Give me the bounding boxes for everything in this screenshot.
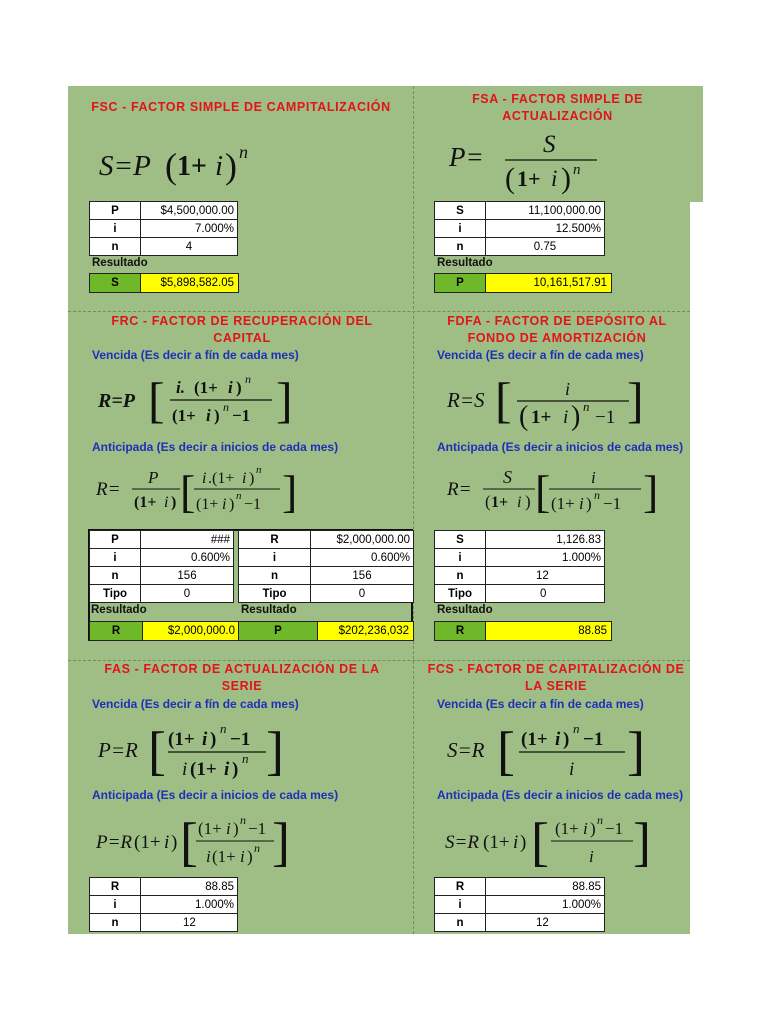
frc-right-result-value[interactable]: $202,236,032: [318, 622, 413, 640]
frc-right-result-label: Resultado: [241, 604, 297, 616]
fcs-value-i[interactable]: 1.000%: [486, 896, 605, 914]
svg-text:]: ]: [282, 466, 298, 517]
svg-text:i: i: [569, 759, 575, 780]
frc-left-label-p: P: [90, 531, 141, 549]
fas-value-n[interactable]: 12: [141, 914, 238, 932]
svg-text:[: [: [148, 372, 165, 428]
svg-text:[: [: [531, 812, 549, 872]
fsc-result-label: Resultado: [92, 257, 148, 269]
svg-text:): ): [225, 146, 237, 186]
fcs-value-r[interactable]: 88.85: [486, 878, 605, 896]
fas-vencida-label: Vencida (Es decir a fín de cada mes): [92, 697, 299, 711]
svg-text:i: i: [579, 494, 584, 513]
svg-text:]: ]: [633, 812, 651, 872]
svg-text:−1: −1: [232, 406, 251, 425]
svg-text:i: i: [202, 470, 207, 487]
fcs-value-n[interactable]: 12: [486, 914, 605, 932]
svg-text:): ): [520, 832, 527, 853]
svg-text:1+: 1+: [517, 166, 541, 191]
svg-text:.(1+: .(1+: [208, 470, 235, 487]
svg-text:[: [: [180, 812, 198, 872]
svg-text:(1+: (1+: [194, 378, 218, 397]
fdfa-table: [434, 530, 605, 603]
svg-text:−1: −1: [595, 407, 616, 428]
frc-left-label-i: i: [90, 549, 141, 567]
fas-title: FAS - FACTOR DE ACTUALIZACIÓN DE LA SERIE: [104, 662, 380, 693]
svg-text:(: (: [165, 146, 177, 186]
svg-text:P=: P=: [449, 142, 484, 172]
svg-text:): ): [229, 496, 235, 513]
svg-text:): ): [233, 819, 239, 838]
svg-text:S: S: [543, 131, 556, 158]
svg-text:(: (: [485, 492, 491, 511]
fdfa-value-s[interactable]: 1,126.83: [486, 531, 605, 549]
svg-text:R=: R=: [447, 479, 472, 500]
frc-left-result-key: R: [90, 622, 143, 640]
svg-text:P=R: P=R: [96, 832, 133, 853]
svg-text:]: ]: [266, 721, 284, 781]
svg-text:i: i: [226, 819, 231, 838]
svg-text:(1+: (1+: [521, 729, 548, 750]
svg-text:): ): [236, 378, 242, 397]
svg-text:]: ]: [276, 372, 293, 428]
frc-vencida-label: Vencida (Es decir a fín de cada mes): [92, 348, 299, 362]
svg-text:i: i: [224, 759, 230, 780]
svg-text:): ): [232, 759, 239, 780]
svg-text:i: i: [202, 729, 208, 750]
svg-text:i: i: [551, 166, 558, 191]
fas-label-n: n: [90, 914, 141, 932]
fsc-formula: [95, 140, 295, 190]
fsc-label-p: P: [90, 202, 141, 220]
fsa-label-s: S: [435, 202, 486, 220]
svg-text:(: (: [505, 162, 515, 195]
svg-text:): ): [171, 832, 178, 853]
fas-table: [89, 877, 238, 932]
svg-text:−1: −1: [230, 729, 251, 750]
svg-text:): ): [563, 729, 570, 750]
svg-text:i.: i.: [176, 378, 185, 397]
svg-text:R=S: R=S: [447, 388, 485, 412]
frc-anticipada-formula: [94, 461, 304, 521]
fsa-value-n[interactable]: 0.75: [486, 238, 605, 256]
svg-text:i: i: [517, 494, 522, 511]
svg-text:R=: R=: [96, 479, 121, 500]
frc-anticipada-label: Anticipada (Es decir a inicios de cada mes): [92, 440, 339, 454]
svg-text:R=P: R=P: [98, 390, 135, 412]
svg-text:−1: −1: [248, 819, 267, 838]
svg-text:): ): [586, 494, 592, 513]
fdfa-value-n[interactable]: 12: [486, 567, 605, 585]
fcs-label-r: R: [435, 878, 486, 896]
fsa-label-i: i: [435, 220, 486, 238]
svg-text:]: ]: [643, 466, 659, 517]
fsa-result-label: Resultado: [437, 257, 493, 269]
fcs-vencida-formula: [445, 719, 655, 783]
fcs-label-n: n: [435, 914, 486, 932]
frc-left-value-i[interactable]: 0.600%: [141, 549, 234, 567]
fsa-formula: [447, 128, 617, 196]
svg-text:n: n: [240, 813, 246, 827]
fdfa-label-s: S: [435, 531, 486, 549]
fsc-result-value[interactable]: $5,898,582.05: [141, 274, 238, 292]
svg-text:i: i: [215, 150, 224, 182]
svg-text:[: [: [535, 466, 551, 517]
fsc-value-n[interactable]: 4: [141, 238, 238, 256]
fas-vencida-formula: [96, 719, 296, 783]
svg-text:i: i: [182, 759, 188, 780]
svg-text:S=R: S=R: [447, 738, 485, 762]
frc-right-label-tipo: Tipo: [239, 585, 311, 603]
fdfa-vencida-label: Vencida (Es decir a fín de cada mes): [437, 348, 644, 362]
svg-text:): ): [214, 406, 220, 425]
svg-text:n: n: [223, 400, 229, 414]
svg-text:(1+: (1+: [483, 832, 510, 853]
svg-text:S=P: S=P: [99, 150, 151, 182]
svg-text:P=R: P=R: [98, 738, 138, 762]
frc-right-value-r[interactable]: $2,000,000.00: [311, 531, 414, 549]
svg-text:i: i: [228, 378, 233, 397]
svg-text:]: ]: [627, 372, 644, 428]
svg-text:−1: −1: [603, 494, 622, 513]
svg-text:(1+: (1+: [212, 847, 236, 866]
svg-text:(1+: (1+: [172, 406, 196, 425]
fsc-label-i: i: [90, 220, 141, 238]
frc-left-result-value[interactable]: $2,000,000.0: [143, 622, 239, 640]
fdfa-label-n: n: [435, 567, 486, 585]
fsa-value-i[interactable]: 12.500%: [486, 220, 605, 238]
svg-text:−1: −1: [244, 496, 262, 513]
svg-text:n: n: [573, 162, 581, 178]
svg-text:i: i: [206, 847, 211, 866]
fas-value-i[interactable]: 1.000%: [141, 896, 238, 914]
fsc-label-n: n: [90, 238, 141, 256]
svg-text:i: i: [240, 847, 245, 866]
svg-text:S: S: [503, 467, 512, 487]
frc-vencida-formula: [96, 371, 296, 431]
svg-text:n: n: [583, 399, 590, 414]
frc-right-label-n: n: [239, 567, 311, 585]
svg-text:(: (: [519, 401, 529, 432]
frc-left-value-tipo[interactable]: 0: [141, 585, 234, 603]
svg-text:i: i: [164, 832, 170, 853]
frc-right-label-r: R: [239, 531, 311, 549]
frc-right-label-i: i: [239, 549, 311, 567]
svg-text:): ): [249, 470, 255, 487]
svg-text:): ): [590, 819, 596, 838]
svg-text:(1+: (1+: [551, 494, 575, 513]
fdfa-result-label: Resultado: [437, 604, 493, 616]
fcs-vencida-label: Vencida (Es decir a fín de cada mes): [437, 697, 644, 711]
frc-right-value-tipo[interactable]: 0: [311, 585, 414, 603]
fcs-table: [434, 877, 605, 932]
svg-text:1+: 1+: [531, 407, 552, 428]
frc-left-result-row: [89, 621, 240, 641]
fsc-value-p[interactable]: $4,500,000.00: [141, 202, 238, 220]
svg-text:1+: 1+: [177, 151, 207, 182]
svg-text:(1+: (1+: [196, 496, 219, 513]
frc-left-result-label: Resultado: [91, 604, 147, 616]
fsa-title: FSA - FACTOR SIMPLE DE ACTUALIZACIÓN: [472, 92, 643, 123]
svg-text:i: i: [513, 832, 519, 853]
svg-text:i: i: [164, 494, 169, 511]
svg-text:i: i: [563, 407, 569, 428]
fdfa-vencida-formula: [445, 371, 645, 431]
svg-text:n: n: [594, 488, 600, 502]
svg-text:(1+: (1+: [134, 494, 157, 511]
fsc-value-i[interactable]: 7.000%: [141, 220, 238, 238]
fas-value-r[interactable]: 88.85: [141, 878, 238, 896]
svg-text:): ): [247, 847, 253, 866]
svg-text:(1+: (1+: [198, 819, 222, 838]
svg-text:−1: −1: [605, 819, 624, 838]
svg-text:[: [: [148, 721, 166, 781]
frc-left-value-p[interactable]: ###: [141, 531, 234, 549]
svg-text:n: n: [254, 841, 260, 855]
fas-label-r: R: [90, 878, 141, 896]
fsc-result-row: [89, 273, 239, 293]
frc-right-result-row: [238, 621, 414, 641]
svg-text:): ): [525, 492, 531, 511]
fdfa-label-tipo: Tipo: [435, 585, 486, 603]
svg-text:i: i: [589, 847, 594, 866]
svg-text:]: ]: [272, 812, 290, 872]
fcs-label-i: i: [435, 896, 486, 914]
svg-text:i: i: [565, 379, 571, 399]
frc-left-value-n[interactable]: 156: [141, 567, 234, 585]
svg-text:): ): [210, 729, 217, 750]
svg-text:1+: 1+: [491, 494, 509, 511]
fdfa-anticipada-label: Anticipada (Es decir a inicios de cada mes): [437, 440, 684, 454]
svg-text:S=R: S=R: [445, 832, 479, 853]
svg-text:]: ]: [627, 721, 645, 781]
svg-text:i: i: [222, 496, 227, 513]
fsc-result-key: S: [90, 274, 141, 292]
fdfa-value-i[interactable]: 1.000%: [486, 549, 605, 567]
fsa-value-s[interactable]: 11,100,000.00: [486, 202, 605, 220]
svg-text:(1+: (1+: [134, 832, 161, 853]
svg-text:i: i: [583, 819, 588, 838]
svg-text:): ): [571, 401, 581, 432]
svg-text:P: P: [148, 468, 159, 487]
frc-right-value-n[interactable]: 156: [311, 567, 414, 585]
fdfa-label-i: i: [435, 549, 486, 567]
frc-right-value-i[interactable]: 0.600%: [311, 549, 414, 567]
fas-label-i: i: [90, 896, 141, 914]
divider-row-1: [68, 311, 690, 312]
svg-text:(1+: (1+: [190, 759, 217, 780]
fdfa-anticipada-formula: [445, 461, 665, 521]
frc-right-result-key: P: [239, 622, 318, 640]
fas-anticipada-formula: [94, 810, 294, 874]
svg-text:n: n: [597, 813, 603, 827]
svg-text:(1+: (1+: [555, 819, 579, 838]
svg-text:−1: −1: [583, 729, 604, 750]
fcs-anticipada-formula: [443, 810, 653, 874]
fdfa-result-key: R: [435, 622, 486, 640]
fsc-title: FSC - FACTOR SIMPLE DE CAMPITALIZACIÓN: [91, 100, 391, 114]
fsa-panel-extension: [690, 86, 703, 202]
svg-text:n: n: [242, 751, 249, 766]
svg-text:i: i: [242, 470, 247, 487]
svg-text:n: n: [573, 721, 580, 736]
fcs-anticipada-label: Anticipada (Es decir a inicios de cada mes): [437, 788, 684, 802]
fsa-label-n: n: [435, 238, 486, 256]
fsa-result-row: [434, 273, 612, 293]
svg-text:n: n: [220, 721, 227, 736]
svg-text:[: [: [180, 466, 196, 517]
svg-text:i: i: [591, 468, 596, 487]
frc-left-table: [89, 530, 234, 603]
svg-text:[: [: [495, 372, 512, 428]
frc-left-label-tipo: Tipo: [90, 585, 141, 603]
svg-text:i: i: [555, 729, 561, 750]
fsa-result-value[interactable]: 10,161,517.91: [486, 274, 611, 292]
fsc-table: [89, 201, 238, 256]
svg-text:n: n: [236, 490, 242, 502]
fas-anticipada-label: Anticipada (Es decir a inicios de cada mes): [92, 788, 339, 802]
fdfa-title: FDFA - FACTOR DE DEPÓSITO AL FONDO DE AMORTIZACIÓN: [447, 314, 667, 345]
fsa-table: [434, 201, 605, 256]
svg-text:): ): [171, 494, 177, 511]
svg-text:n: n: [245, 372, 251, 386]
svg-text:n: n: [256, 464, 262, 476]
fdfa-value-tipo[interactable]: 0: [486, 585, 605, 603]
svg-text:(1+: (1+: [168, 729, 195, 750]
fcs-title: FCS - FACTOR DE CAPITALIZACIÓN DE LA SERIE: [427, 662, 685, 693]
fsa-result-key: P: [435, 274, 486, 292]
fdfa-result-value[interactable]: 88.85: [486, 622, 611, 640]
svg-text:i: i: [206, 406, 211, 425]
svg-text:): ): [561, 162, 571, 195]
frc-right-table: [238, 530, 414, 603]
vertical-divider: [413, 86, 414, 934]
svg-text:[: [: [497, 721, 515, 781]
fdfa-result-row: [434, 621, 612, 641]
frc-left-label-n: n: [90, 567, 141, 585]
svg-text:n: n: [239, 142, 248, 162]
frc-title: FRC - FACTOR DE RECUPERACIÓN DEL CAPITAL: [111, 314, 373, 345]
